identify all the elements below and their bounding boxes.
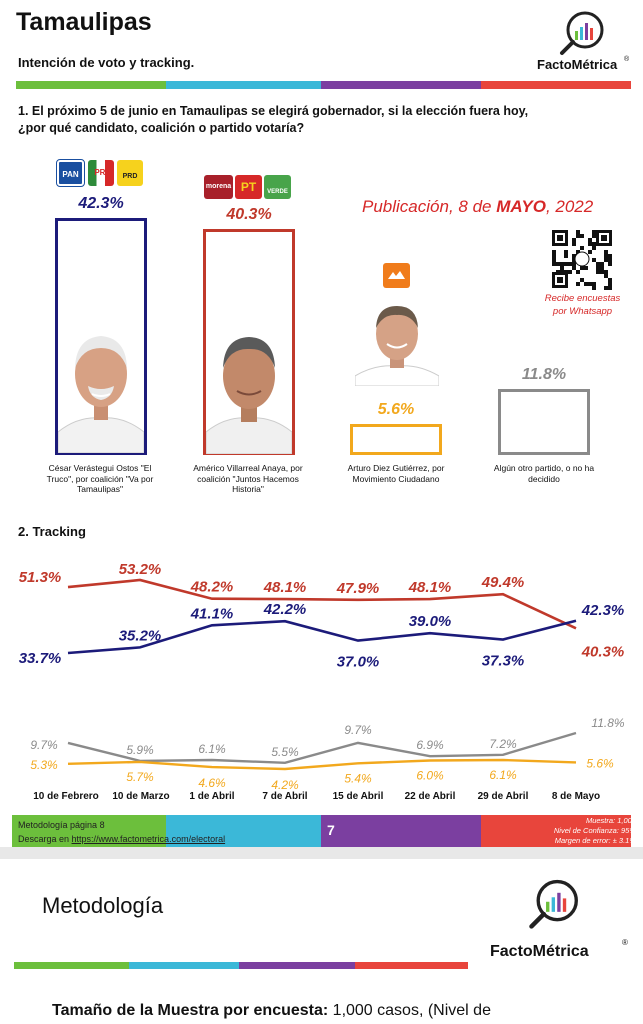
question-line-1: 1. El próximo 5 de junio en Tamaulipas se elegirá gobernador, si la elección fuera hoy, xyxy=(18,104,529,118)
publication-month: MAYO xyxy=(496,197,546,216)
candidate-name-line: Algún otro partido, o no ha xyxy=(493,463,595,473)
whatsapp-note xyxy=(530,292,635,318)
tracking-x-label: 1 de Abril xyxy=(189,791,235,802)
tracking-label-gray: 6.1% xyxy=(198,742,226,756)
candidate-name-line: coalición "Juntos Hacemos xyxy=(197,473,299,484)
bar-otro xyxy=(498,389,590,455)
tracking-x-label: 10 de Febrero xyxy=(33,791,99,802)
tracking-label-navy: 33.7% xyxy=(18,650,62,667)
candidate-name-line: Truco", por coalición "Va por xyxy=(46,473,154,484)
tracking-label-red: 48.1% xyxy=(408,579,452,597)
bar-label-diez: 5.6% xyxy=(377,401,415,418)
tracking-x-label: 8 de Mayo xyxy=(551,791,601,802)
factometrica-logo-icon xyxy=(558,10,608,56)
confidence-level: Nivel de Confianza: 95% xyxy=(553,826,636,835)
stripe-red xyxy=(481,81,631,89)
tracking-x-label: 15 de Abril xyxy=(332,791,384,802)
tracking-label-navy: 35.2% xyxy=(118,627,162,645)
page-gap xyxy=(0,847,643,859)
brand-name: FactoMétrica xyxy=(537,57,618,72)
download-text xyxy=(18,834,225,844)
candidate-name-line: César Verástegui Ostos "El xyxy=(48,463,152,473)
footer-purple xyxy=(321,815,481,847)
tracking-label-orange: 4.6% xyxy=(198,776,226,791)
tracking-label-orange: 5.7% xyxy=(126,769,154,784)
methodology-brand: FactoMétrica xyxy=(490,943,589,960)
tracking-label-navy: 42.3% xyxy=(581,601,625,619)
pan-logo-icon: PAN xyxy=(57,160,84,186)
bar-label-villarreal: 40.3% xyxy=(226,206,272,223)
tracking-label-red: 40.3% xyxy=(581,643,625,661)
candidate-name-line: Américo Villarreal Anaya, por xyxy=(193,463,303,473)
tracking-x-label: 29 de Abril xyxy=(477,791,529,802)
tracking-label-gray: 9.7% xyxy=(30,737,58,752)
tracking-x-label: 22 de Abril xyxy=(404,791,456,802)
question-line-2: ¿por qué candidato, coalición o partido votaría? xyxy=(18,121,305,135)
morena-logo-icon: morena xyxy=(204,175,233,199)
prd-logo-icon: PRD xyxy=(117,160,143,186)
tracking-title: 2. Tracking xyxy=(18,524,86,539)
tracking-label-red: 48.2% xyxy=(190,578,234,596)
candidate-photo-verastegui xyxy=(58,320,144,453)
bar-diez xyxy=(350,424,442,455)
page-subtitle: Intención de voto y tracking. xyxy=(18,55,195,70)
tracking-label-orange: 5.4% xyxy=(344,771,372,786)
candidate-name-line: Arturo Diez Gutiérrez, por xyxy=(347,463,445,473)
tracking-label-orange: 5.3% xyxy=(30,757,58,772)
sample-size-label: Tamaño de la Muestra por encuesta: xyxy=(52,1002,329,1019)
tracking-label-navy: 39.0% xyxy=(408,613,452,631)
bar-label-verastegui: 42.3% xyxy=(78,195,124,212)
registered-mark-2: ® xyxy=(622,938,628,947)
page-title: Tamaulipas xyxy=(16,8,152,36)
tracking-label-red: 53.2% xyxy=(118,561,162,578)
tracking-label-red: 49.4% xyxy=(481,574,525,592)
stripe-purple-2 xyxy=(239,962,355,969)
stripe-cyan-2 xyxy=(129,962,239,969)
methodology-body xyxy=(52,1002,491,1020)
whatsapp-note-line-1: Recibe encuestas xyxy=(544,293,621,304)
verde-logo-icon: VERDE xyxy=(264,175,291,199)
candidate-name-diez xyxy=(326,463,466,484)
page-number: 7 xyxy=(327,822,335,838)
tracking-x-label: 7 de Abril xyxy=(262,791,308,802)
tracking-label-gray: 7.2% xyxy=(489,736,517,751)
stripe-red-2 xyxy=(355,962,468,969)
stripe-green-2 xyxy=(14,962,129,969)
registered-mark: ® xyxy=(624,56,630,63)
publication-date xyxy=(362,197,593,217)
download-prefix: Descarga en xyxy=(18,834,72,844)
sample-size-value: 1,000 casos, (Nivel de xyxy=(328,1002,491,1019)
candidate-name-line: Tamaulipas" xyxy=(76,484,123,494)
publication-suffix: , 2022 xyxy=(545,197,594,216)
question-text xyxy=(18,103,628,137)
tracking-label-navy: 37.3% xyxy=(481,652,525,670)
pri-logo-icon: PRI xyxy=(88,160,114,186)
stripe-green xyxy=(16,81,166,89)
bar-label-otro: 11.8% xyxy=(521,366,567,383)
candidate-photo-villarreal xyxy=(206,328,292,454)
tracking-label-orange: 6.1% xyxy=(489,768,517,782)
pt-logo-icon: PT xyxy=(235,175,262,199)
tracking-label-gray: 5.5% xyxy=(271,744,299,759)
methodology-title: Metodología xyxy=(42,893,164,918)
tracking-x-label: 10 de Marzo xyxy=(112,791,170,802)
stripe-purple xyxy=(321,81,481,89)
tracking-label-red: 48.1% xyxy=(263,579,307,597)
tracking-label-navy: 41.1% xyxy=(190,605,234,623)
tracking-label-orange: 4.2% xyxy=(271,778,299,792)
stripe-cyan xyxy=(166,81,321,89)
candidate-name-line: decidido xyxy=(528,473,560,484)
candidate-name-line: Movimiento Ciudadano xyxy=(352,473,440,484)
methodology-link: Metodología página 8 xyxy=(18,820,105,830)
sample-size: Muestra: 1,000 xyxy=(585,816,636,825)
tracking-label-navy: 42.2% xyxy=(263,601,307,619)
download-link[interactable]: https://www.factometrica.com/electoral xyxy=(71,834,226,844)
tracking-line-chart xyxy=(0,540,643,810)
candidate-name-line: Historia" xyxy=(232,484,264,494)
candidate-name-villarreal xyxy=(178,463,318,495)
sample-info xyxy=(480,816,636,846)
tracking-label-gray: 5.9% xyxy=(126,742,154,757)
tracking-label-gray: 9.7% xyxy=(344,722,372,737)
tracking-label-gray: 11.8% xyxy=(591,716,625,730)
publication-prefix: Publicación, 8 de xyxy=(362,197,497,216)
footer-bar xyxy=(0,815,643,847)
candidate-photo-diez xyxy=(355,302,439,386)
movimiento-ciudadano-logo-icon xyxy=(383,263,410,288)
tracking-label-gray: 6.9% xyxy=(416,738,444,753)
whatsapp-note-line-2: por Whatsapp xyxy=(552,306,613,317)
factometrica-logo-large-icon xyxy=(527,878,583,930)
candidate-name-otro xyxy=(474,463,614,484)
candidate-name-verastegui xyxy=(30,463,170,495)
tracking-label-red: 47.9% xyxy=(336,579,380,597)
tracking-label-orange: 6.0% xyxy=(416,768,444,783)
tracking-label-red: 51.3% xyxy=(18,569,62,587)
tracking-label-orange: 5.6% xyxy=(586,756,614,771)
whatsapp-qr-code-icon[interactable] xyxy=(550,228,614,290)
margin-of-error: Margen de error: ± 3.1% xyxy=(554,836,636,845)
tracking-label-navy: 37.0% xyxy=(336,653,380,671)
